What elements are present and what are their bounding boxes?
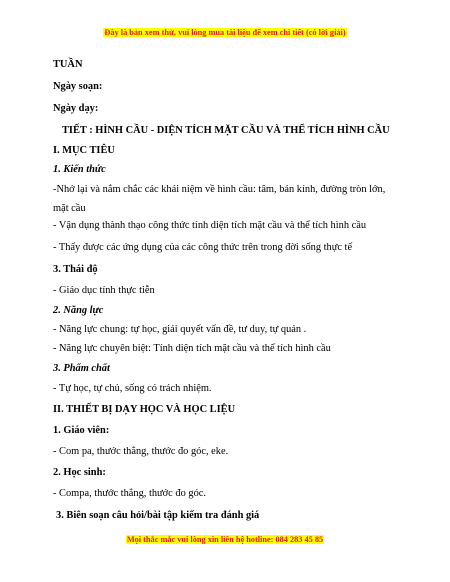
teach-date-label: Ngày dạy: bbox=[53, 103, 99, 114]
competence-item-2: - Năng lực chuyên biệt: Tính diện tích mặt cầu và thể tích hình cầu bbox=[53, 343, 331, 354]
section-equipment: II. THIẾT BỊ DẠY HỌC VÀ HỌC LIỆU bbox=[53, 404, 236, 415]
attitude-heading: 3. Thái độ bbox=[53, 264, 98, 275]
lesson-title: TIẾT : HÌNH CẦU - DIỆN TÍCH MẶT CẦU VÀ THỂ TÍCH HÌNH CẦU bbox=[62, 125, 390, 136]
quality-item-1: - Tự học, tự chủ, sống có trách nhiệm. bbox=[53, 383, 212, 394]
attitude-item-1: - Giáo dục tính thực tiễn bbox=[53, 285, 155, 296]
footer-notice: Mọi thắc mắc vui lòng xin liên hệ hotline: 084 283 45 85 bbox=[126, 535, 324, 544]
knowledge-item-2: - Vận dụng thành thạo công thức tính diện tích mặt cầu và thể tích hình cầu bbox=[53, 220, 367, 231]
week-label: TUẦN bbox=[53, 59, 83, 70]
prep-date-label: Ngày soạn: bbox=[53, 81, 103, 92]
knowledge-heading: 1. Kiến thức bbox=[53, 164, 106, 175]
header-notice: Đây là bản xem thử, vui lòng mua tài liệu để xem chi tiết (có lời giải) bbox=[104, 28, 346, 37]
knowledge-item-1: -Nhớ lại và nắm chắc các khái niệm về hình cầu: tâm, bán kính, đường tròn lớn, mặt cầu bbox=[53, 184, 386, 214]
student-heading: 2. Học sinh: bbox=[53, 467, 106, 478]
competence-heading: 2. Năng lực bbox=[53, 305, 104, 316]
student-item-1: - Compa, thước thẳng, thước đo góc. bbox=[53, 488, 206, 499]
section-objectives: I. MỤC TIÊU bbox=[53, 145, 115, 156]
knowledge-item-3: - Thấy được các ứng dụng của các công thức trên trong đời sống thực tế bbox=[53, 242, 353, 253]
teacher-item-1: - Com pa, thước thẳng, thước đo góc, eke. bbox=[53, 446, 229, 457]
teacher-heading: 1. Giáo viên: bbox=[53, 425, 110, 436]
quality-heading: 3. Phẩm chất bbox=[53, 363, 110, 374]
competence-item-1: - Năng lực chung: tự học, giải quyết vấn đề, tư duy, tự quản . bbox=[53, 324, 307, 335]
assessment-heading: 3. Biên soạn câu hỏi/bài tập kiểm tra đánh giá bbox=[56, 510, 260, 521]
